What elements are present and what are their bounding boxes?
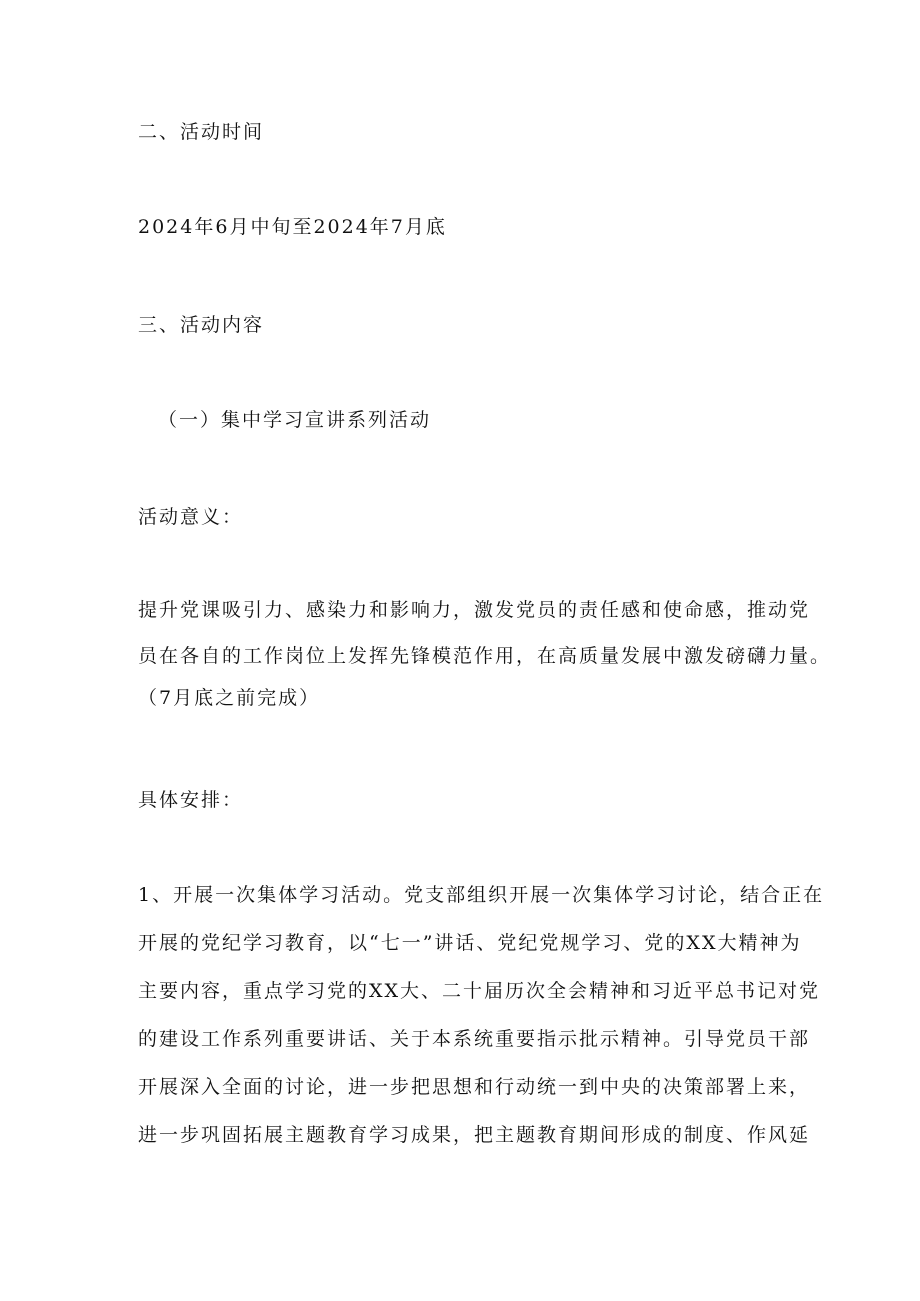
subsection-heading-study-series: （一）集中学习宣讲系列活动 bbox=[158, 409, 432, 431]
paragraph-line: 的建设工作系列重要讲话、关于本系统重要指示批示精神。引导党员干部 bbox=[138, 1028, 811, 1050]
paragraph-line: 提升党课吸引力、感染力和影响力，激发党员的责任感和使命感，推动党 bbox=[138, 599, 811, 621]
paragraph-line: 员在各自的工作岗位上发挥先锋模范作用，在高质量发展中激发磅礴力量。 bbox=[138, 645, 832, 667]
paragraph-line: 主要内容，重点学习党的XX大、二十届历次全会精神和习近平总书记对党 bbox=[138, 980, 821, 1002]
section-heading-activity-content: 三、活动内容 bbox=[138, 314, 265, 336]
paragraph-line: 开展的党纪学习教育，以“七一”讲话、党纪党规学习、党的XX大精神为 bbox=[138, 932, 802, 954]
arrangement-item-1 bbox=[138, 883, 825, 1147]
significance-label: 活动意义： bbox=[138, 506, 244, 528]
section-heading-activity-time: 二、活动时间 bbox=[138, 121, 265, 143]
paragraph-line: 进一步巩固拓展主题教育学习成果，把主题教育期间形成的制度、作风延 bbox=[138, 1124, 811, 1146]
significance-paragraph bbox=[138, 598, 832, 710]
paragraph-line: 开展深入全面的讨论，进一步把思想和行动统一到中央的决策部署上来， bbox=[138, 1076, 811, 1098]
paragraph-line: 1、开展一次集体学习活动。党支部组织开展一次集体学习讨论，结合正在 bbox=[138, 884, 825, 906]
activity-time-range: 2024年6月中旬至2024年7月底 bbox=[138, 216, 447, 238]
paragraph-line: （7月底之前完成） bbox=[138, 687, 321, 709]
arrangement-label: 具体安排： bbox=[138, 789, 244, 811]
